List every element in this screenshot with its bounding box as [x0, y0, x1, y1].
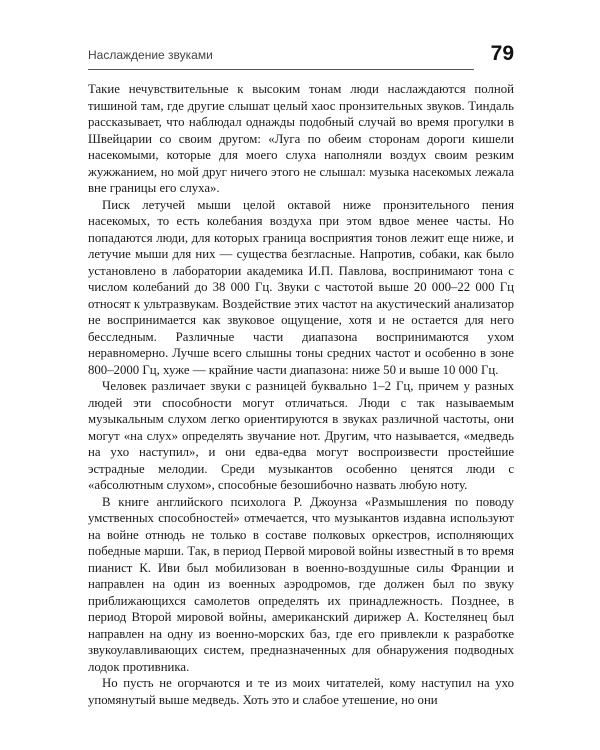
paragraph-2: Писк летучей мыши целой октавой ниже пронзительного пения насекомых, то есть колебания воздуха при этом вдвое менее часты. Но попадаются люди, для которых граница восприятия тонов лежит еще ниже, и летучие мыши для них — существа безгласные. Напротив, собаки, как было установлено в лаборатории академика И.П. Павлова, воспринимают тона с числом колебаний до 38 000 Гц. Звуки с частотой выше 20 000–22 000 Гц относят к ультразвукам. Воздействие этих частот на акустический анализатор не воспринимается как звуковое ощущение, хотя и не остается для него бесследным. Различные части диапазона воспринимаются ухом неравномерно. Лучше всего слышны тоны средних частот и особенно в зоне 800–2000 Гц, хуже — крайние части диапазона: ниже 50 и выше 10 000 Гц. — [88, 197, 514, 377]
paragraph-1: Такие нечувствительные к высоким тонам люди наслаждаются полной тишиной там, где другие слышат целый хаос пронзительных звуков. Тиндаль рассказывает, что наблюдал однажды подобный случай во время прогулки в Швейцарии со своим другом: «Луга по обеим сторонам дороги кишели насекомыми, которые для моего слуха наполняли воздух своим резким жужжанием, но мой друг ничего этого не слышал: музыка насекомых лежала вне границы его слуха». — [88, 82, 514, 195]
page-number: 79 — [490, 42, 514, 65]
running-header-title: Наслаждение звуками — [88, 48, 213, 62]
running-header — [88, 42, 514, 78]
paragraph-4: В книге английского психолога Р. Джоунза «Размышления по поводу умственных способностей» отмечается, что музыкантов издавна используют на войне отнюдь не только в составе полковых оркестров, исполняющих победные марши. Так, в период Первой мировой войны известный в то время пианист К. Иви был мобилизован в военно-воздушные силы Франции и направлен на один из военных аэродромов, где должен был по звуку приближающихся самолетов определять их принадлежность. Позднее, в период Второй мировой войны, американский дирижер А. Костелянец был направлен на одну из военно-морских баз, где его привлекли к разработке звукоулавливающих систем, предназначенных для обнаружения подводных лодок противника. — [88, 494, 514, 674]
paragraph-3: Человек различает звуки с разницей буквально 1–2 Гц, причем у разных людей эти способности могут отличаться. Люди с так называемым музыкальным слухом легко ориентируются в звуках различной частоты, они могут «на слух» определять звучание нот. Другим, что называется, «медведь на ухо наступил», и они едва-едва могут воспроизвести простейшие эстрадные мелодии. Среди музыкантов особенно ценятся люди с «абсолютным слухом», способные безошибочно назвать любую ноту. — [88, 379, 514, 492]
body-text — [88, 81, 514, 708]
paragraph-5: Но пусть не огорчаются и те из моих читателей, кому наступил на ухо упомянутый выше медведь. Хоть это и слабое утешение, но они — [88, 676, 514, 707]
header-rule — [88, 69, 474, 70]
